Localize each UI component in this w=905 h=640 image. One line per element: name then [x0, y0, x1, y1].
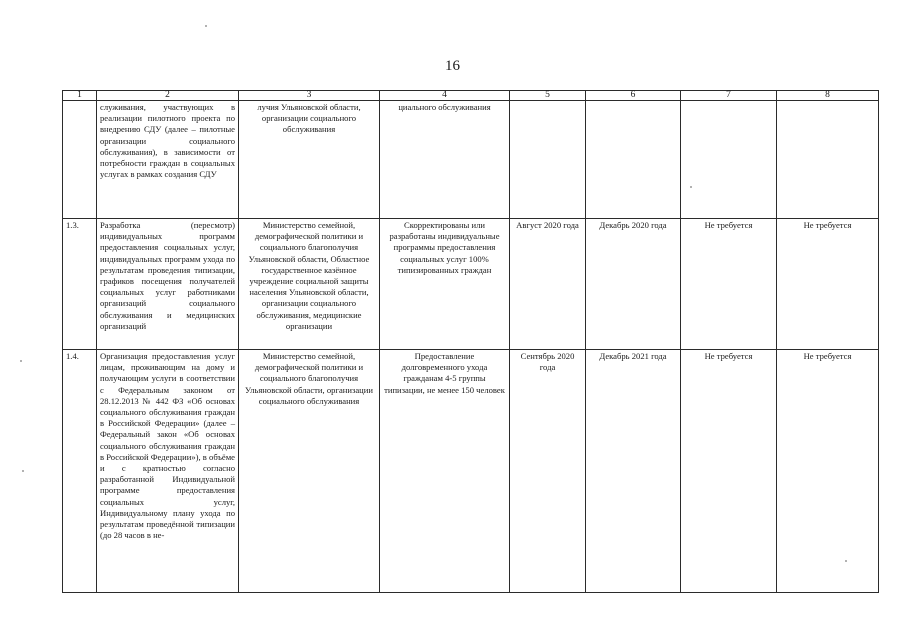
column-header: 8 — [777, 91, 879, 101]
end-date-cell — [586, 101, 681, 219]
table-row — [63, 101, 879, 219]
plan-table — [62, 90, 879, 593]
start-date-cell — [510, 101, 586, 219]
column-header: 4 — [380, 91, 510, 101]
table-header-row — [63, 91, 879, 101]
column-header: 7 — [681, 91, 777, 101]
col7-cell — [681, 101, 777, 219]
end-date-cell: Декабрь 2020 года — [586, 219, 681, 350]
scan-speck — [22, 470, 24, 472]
page-number: 16 — [445, 58, 460, 74]
result-cell: циального обслуживания — [380, 101, 510, 219]
responsible-cell: лучия Ульяновской области, организации социального обслуживания — [239, 101, 380, 219]
scan-speck — [690, 186, 692, 188]
item-number — [63, 101, 97, 219]
scan-speck — [20, 360, 22, 362]
scan-speck — [205, 25, 207, 27]
result-cell: Скорректированы или разработаны индивидуальные программы предоставления социальных услуг 100% типизированных граждан — [380, 219, 510, 350]
item-number: 1.4. — [63, 350, 97, 593]
column-header: 3 — [239, 91, 380, 101]
start-date-cell: Сентябрь 2020 года — [510, 350, 586, 593]
activity-cell: служивания, участвующих в реализации пилотного проекта по внедрению СДУ (далее – пилотные организации социального обслуживания), в зависимости от потребности граждан в социальных услугах в рамках создания СДУ — [97, 101, 239, 219]
scan-speck — [845, 560, 847, 562]
activity-cell: Организация предоставления услуг лицам, проживающим на дому и получающим услуги в соответствии с Федеральным законом от 28.12.2013 № 442 ФЗ «Об основах социального обслуживания граждан в Российской Федерации» (далее – Федеральный закон «Об основах социального обслуживания граждан в Российской Федерации»), в объёме и с кратностью согласно разработанной Индивидуальной программе предоставления социальных услуг, Индивидуальному плану ухода по результатам проведённой типизации (до 28 часов в не- — [97, 350, 239, 593]
column-header: 1 — [63, 91, 97, 101]
column-header: 2 — [97, 91, 239, 101]
end-date-cell: Декабрь 2021 года — [586, 350, 681, 593]
col8-cell — [777, 101, 879, 219]
table-row — [63, 350, 879, 593]
column-header: 6 — [586, 91, 681, 101]
column-header: 5 — [510, 91, 586, 101]
responsible-cell: Министерство семейной, демографической политики и социального благополучия Ульяновской области, Областное государственное казённое учреждение социальной защиты населения Ульяновской области, организации социального обслуживания, медицинские организации — [239, 219, 380, 350]
col8-cell: Не требуется — [777, 350, 879, 593]
col7-cell: Не требуется — [681, 350, 777, 593]
responsible-cell: Министерство семейной, демографической политики и социального благополучия Ульяновской области, организации социального обслуживания — [239, 350, 380, 593]
col7-cell: Не требуется — [681, 219, 777, 350]
col8-cell: Не требуется — [777, 219, 879, 350]
result-cell: Предоставление долговременного ухода гражданам 4-5 группы типизации, не менее 150 человек — [380, 350, 510, 593]
activity-cell: Разработка (пересмотр) индивидуальных программ предоставления социальных услуг, индивидуальных программ ухода по результатам проведения типизации, графиков посещения получателей социальных услуг работниками организаций социального обслуживания и медицинских организаций — [97, 219, 239, 350]
start-date-cell: Август 2020 года — [510, 219, 586, 350]
item-number: 1.3. — [63, 219, 97, 350]
table-row — [63, 219, 879, 350]
